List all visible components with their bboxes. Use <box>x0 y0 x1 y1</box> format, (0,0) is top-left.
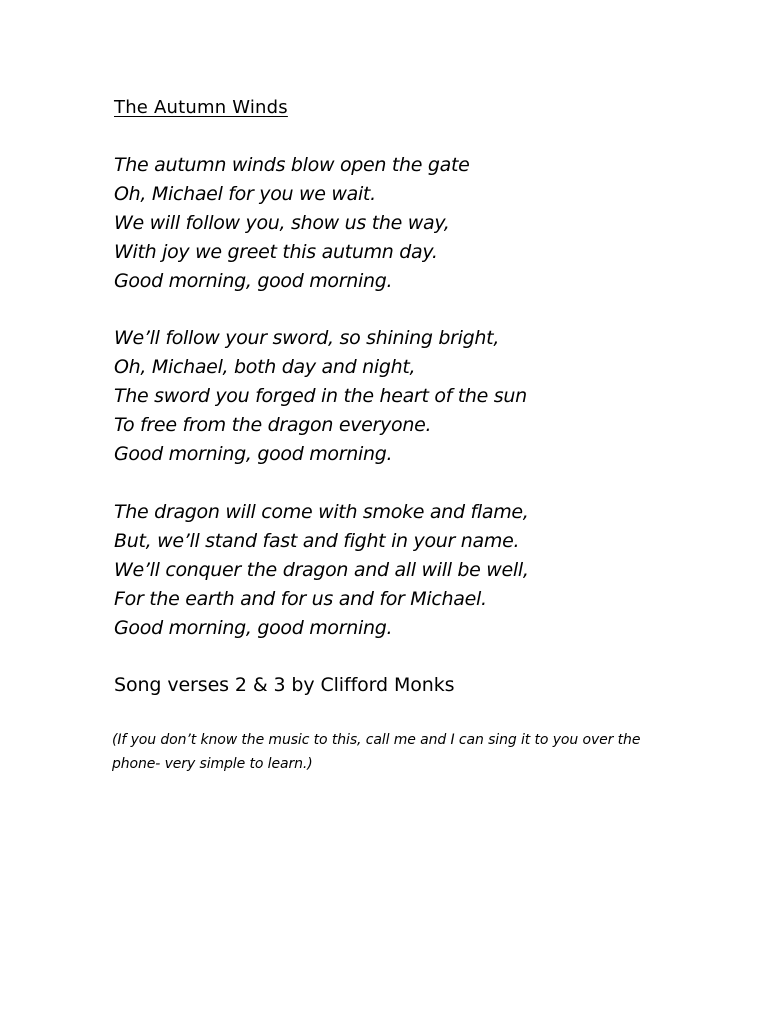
footnote-line: (If you don’t know the music to this, call me and I can sing it to you over the <box>112 732 641 748</box>
verse-line: We’ll follow your sword, so shining bright, <box>114 327 500 349</box>
verse-line: The dragon will come with smoke and flame, <box>114 501 529 523</box>
verse-line: We will follow you, show us the way, <box>114 212 450 234</box>
verse-3 <box>114 498 529 643</box>
verse-1 <box>114 151 470 296</box>
verse-line: Oh, Michael for you we wait. <box>114 183 376 205</box>
verse-line: The autumn winds blow open the gate <box>114 154 470 176</box>
verse-line: Good morning, good morning. <box>114 617 393 639</box>
verse-line: To free from the dragon everyone. <box>114 414 432 436</box>
verse-line: Good morning, good morning. <box>114 270 393 292</box>
verse-line: The sword you forged in the heart of the sun <box>114 385 527 407</box>
verse-line: We’ll conquer the dragon and all will be well, <box>114 559 529 581</box>
verse-line: Oh, Michael, both day and night, <box>114 356 416 378</box>
verse-line: But, we’ll stand fast and fight in your name. <box>114 530 520 552</box>
verse-line: Good morning, good morning. <box>114 443 393 465</box>
footnote-line: phone- very simple to learn.) <box>112 756 313 772</box>
verse-line: For the earth and for us and for Michael. <box>114 588 487 610</box>
verse-line: With joy we greet this autumn day. <box>114 241 438 263</box>
song-credit: Song verses 2 & 3 by Clifford Monks <box>114 674 455 696</box>
song-title: The Autumn Winds <box>114 97 288 118</box>
footnote <box>112 728 692 776</box>
verse-2 <box>114 324 527 469</box>
